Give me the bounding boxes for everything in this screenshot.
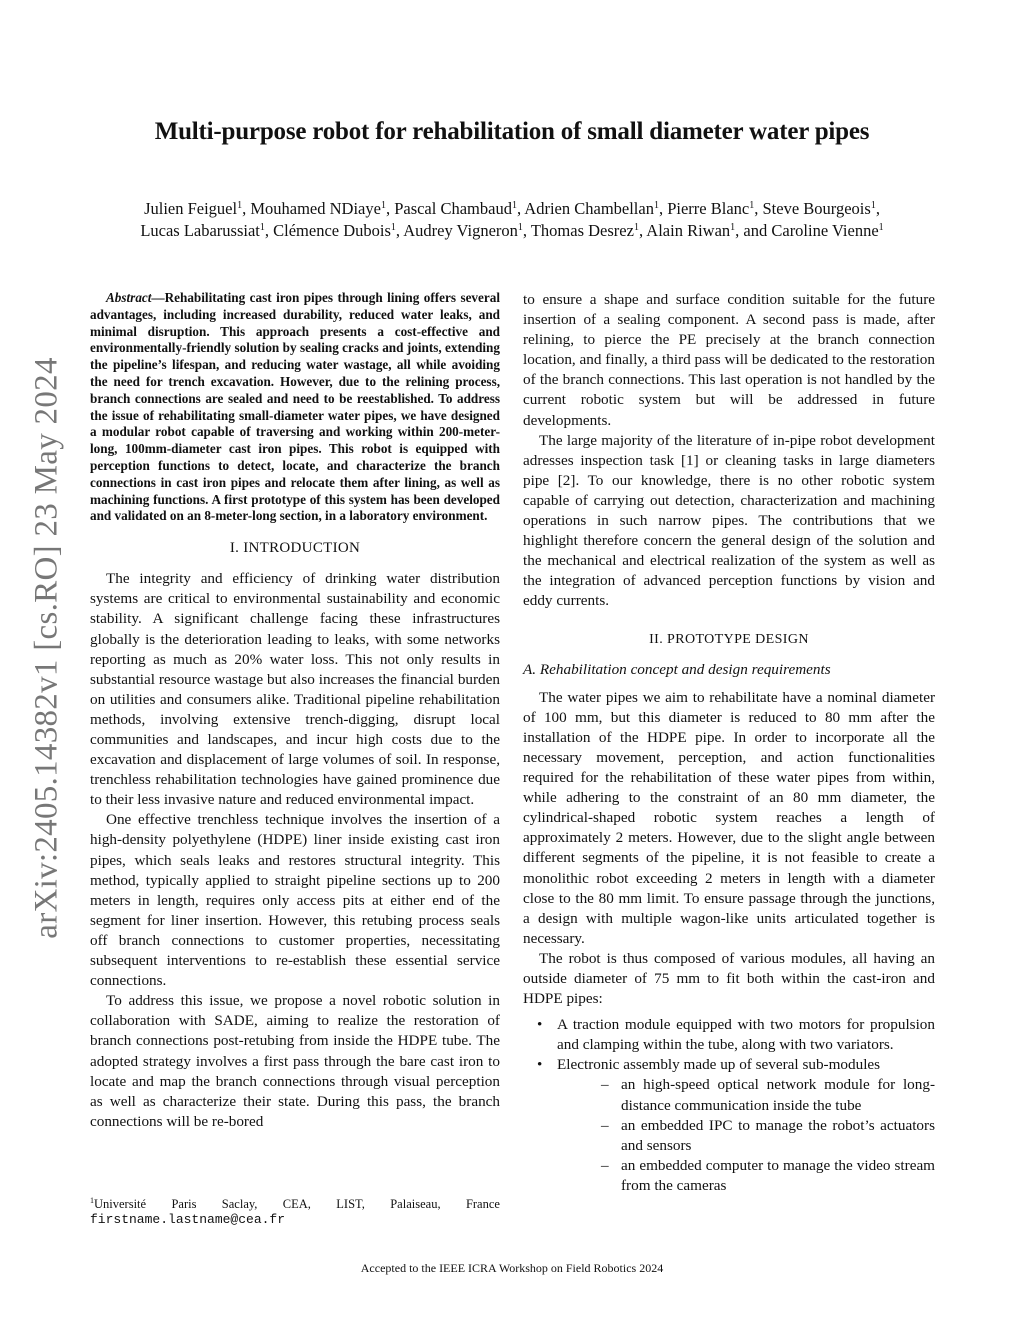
sub-list-item (557, 1156, 935, 1196)
intro-paragraph: The integrity and efficiency of drinking water distribution systems are critical to environmental sustainability and economic stability. A significant challenge facing these infrastructures globally is the deterioration leading to leaks, with some networks reporting as much as 20% water loss. This not only results in substantial resource wastage but also increases the financial burden on utilities and consumers alike. Traditional pipeline rehabilitation methods, involving extensive trench-digging, disrupt local communities and landscapes, and incur high costs due to the excavation and displacement of large volumes of soil. In response, trenchless rehabilitation technologies have gained prominence due to their less invasive nature and reduced environmental impact. (90, 570, 500, 809)
affiliation-part: Paris (171, 1197, 197, 1211)
author-list (60, 198, 964, 242)
continuation-paragraph: to ensure a shape and surface condition suitable for the future insertion of a sealing component. A second pass is made, after relining, to pierce the PE precisely at the branch connection location, and finally, a third pass will be dedicated to the restoration of the branch connections. This last operation is not handled by the current robotic system but will be addressed in future developments. (523, 291, 935, 429)
list-item-text: Electronic assembly made up of several sub-modules (557, 1056, 881, 1074)
arxiv-identifier: arXiv:2405.14382v1 [cs.RO] 23 May 2024 (28, 357, 65, 939)
dash-icon: – (601, 1156, 609, 1174)
abstract (90, 290, 500, 525)
sub-list-item (557, 1116, 935, 1156)
affiliation-part: LIST, (336, 1197, 365, 1211)
venue-footer: Accepted to the IEEE ICRA Workshop on Field Robotics 2024 (360, 1261, 664, 1275)
author-affiliation-mark: 1 (653, 200, 659, 211)
author-affiliation-mark: 1 (870, 200, 876, 211)
dash-icon: – (601, 1076, 609, 1094)
design-paragraph: The water pipes we aim to rehabilitate have a nominal diameter of 100 mm, but this diameter is reduced to 80 mm after the installation of the HDPE pipe. In order to incorporate all the necessary movement, perception, and action functionalities required for the rehabilitation of these water pipes from within, while adhering to the constraint of an 80 mm diameter, the cylindrical-shaped robotic system reaches a length of approximately 2 meters. However, due to the slight angle between different segments of the pipeline, it is not feasible to create a monolithic robot exceeding 2 meters in length with a diameter close to the 80 mm limit. To ensure passage through the junctions, a design with multiple wagon-like units articulated together is necessary. (523, 688, 935, 947)
list-item-text: A traction module equipped with two motors for propulsion and clamping within the tube, along with two variators. (557, 1016, 935, 1054)
author-name: Pascal Chambaud (394, 199, 512, 218)
author-name: Adrien Chambellan (524, 199, 654, 218)
abstract-text: Rehabilitating cast iron pipes through lining offers several advantages, including increased durability, reduced water leaks, and minimal disruption. This approach presents a cost-effective and environmentally-friendly solution by sealing cracks and joints, extending the pipeline’s lifespan, and reducing water wastage, all while avoiding the need for trench excavation. However, due to the relining process, branch connections are sealed and need to be reestablished. To address the issue of rehabilitating small-diameter water pipes, we have designed a modular robot capable of traversing and working within 200-meter-long, 100mm-diameter cast iron pipes. This robot is equipped with perception functions to detect, locate, and characterize the branch connections in cast iron pipes and relocate them after lining, as well as machining functions. A first prototype of this system has been developed and validated on an 8-meter-long section, in a laboratory environment. (90, 290, 500, 524)
intro-paragraph: One effective trenchless technique involves the insertion of a high-density polyethylene (HDPE) liner inside existing cast iron pipes, which seals leaks and restores structural integrity. This method, typically applied to straight pipeline sections up to 200 meters in length, requires only access pits at either end of the segment for liner insertion. However, this retubing process seals off branch connections to customer properties, necessitating subsequent interventions to re-establish these essential service connections. (90, 811, 500, 990)
affiliation-mark: 1 (90, 1196, 94, 1205)
author-name: Steve Bourgeois (762, 199, 871, 218)
sub-list-item-text: an embedded IPC to manage the robot’s actuators and sensors (621, 1116, 935, 1154)
abstract-dash: — (151, 290, 165, 305)
section-heading-prototype-design: II. PROTOTYPE DESIGN (649, 631, 809, 647)
sub-module-list (557, 1075, 935, 1196)
affiliation-footnote (90, 1196, 500, 1228)
dash-icon: – (601, 1116, 609, 1134)
right-column (523, 290, 935, 1196)
list-item (523, 1055, 935, 1196)
abstract-label: Abstract (106, 290, 152, 305)
affiliation-line (90, 1196, 500, 1212)
modules-paragraph: The robot is thus composed of various modules, all having an outside diameter of 75 mm to fit both within the cast-iron and HDPE pipes: (523, 949, 935, 1008)
list-item (523, 1015, 935, 1055)
author-name: Pierre Blanc (667, 199, 750, 218)
sub-list-item-text: an high-speed optical network module for long-distance communication inside the tube (621, 1076, 935, 1114)
author-affiliation-mark: 1 (390, 222, 396, 233)
author-affiliation-mark: 1 (237, 200, 243, 211)
intro-paragraph: To address this issue, we propose a novel robotic solution in collaboration with SADE, aiming to realize the restoration of branch connections post-retubing from inside the HDPE tube. The adopted strategy involves a first pass through the bare cast iron to locate and map the branch connections through visual perception as well as characterize their state. During this pass, the branch connections will be re-bored (90, 992, 500, 1130)
author-name: Thomas Desrez (530, 221, 634, 240)
author-affiliation-mark: 1 (633, 222, 639, 233)
affiliation-part: France (465, 1197, 500, 1211)
section-heading-introduction: I. INTRODUCTION (229, 540, 361, 557)
author-affiliation-mark: 1 (259, 222, 265, 233)
author-name: Audrey Vigneron (403, 221, 518, 240)
author-name: Mouhamed NDiaye (250, 199, 381, 218)
author-affiliation-mark: 1 (878, 222, 884, 233)
author-name: Caroline Vienne (771, 221, 879, 240)
sub-list-item (557, 1075, 935, 1115)
affiliation-part: CEA, (282, 1197, 311, 1211)
left-column (90, 290, 500, 1132)
author-name: Alain Riwan (646, 221, 731, 240)
contact-email: firstname.lastname@cea.fr (90, 1212, 286, 1227)
author-name: Clémence Dubois (273, 221, 391, 240)
author-affiliation-mark: 1 (749, 200, 755, 211)
related-work-paragraph: The large majority of the literature of in-pipe robot development adresses inspection task [1] or cleaning tasks in large diameters pipe [2]. To our knowledge, there is no other robotic system capable of carrying out detection, characterization and machining operations in such narrow pipes. The contributions that we highlight therefore concern the general design of the solution and the mechanical and electrical realization of the system as well as the integration of advanced perception functions by vision and eddy currents. (523, 431, 935, 610)
author-affiliation-mark: 1 (380, 200, 386, 211)
subsection-heading: A. Rehabilitation concept and design requirements (523, 660, 831, 678)
author-affiliation-mark: 1 (511, 200, 517, 211)
affiliation-part: Saclay, (221, 1197, 258, 1211)
author-name: Julien Feiguel (144, 199, 238, 218)
module-list (523, 1015, 935, 1196)
affiliation-part: Palaiseau, (390, 1197, 441, 1211)
author-affiliation-mark: 1 (517, 222, 523, 233)
author-name: Lucas Labarussiat (140, 221, 260, 240)
author-line-1: Julien Feiguel$^1$, Mouhamed NDiaye$^1$, Pascal Chambaud$^1$, Adrien Chambellan$^1$, Pierre Blanc$^1$, Steve Bourgeois$^1$, (144, 199, 880, 218)
author-line-2: Lucas Labarussiat$^1$, Clémence Dubois$^1$, Audrey Vigneron$^1$, Thomas Desrez$^1$, Alain Riwan$^1$, and Caroline Vienne$^1$ (140, 221, 884, 240)
sub-list-item-text: an embedded computer to manage the video stream from the cameras (621, 1156, 935, 1194)
bullet-icon: • (537, 1056, 543, 1074)
affiliation-part: $^1$Université (90, 1196, 147, 1211)
paper-title: Multi-purpose robot for rehabilitation of small diameter water pipes (154, 118, 870, 145)
author-affiliation-mark: 1 (730, 222, 736, 233)
bullet-icon: • (537, 1016, 543, 1034)
